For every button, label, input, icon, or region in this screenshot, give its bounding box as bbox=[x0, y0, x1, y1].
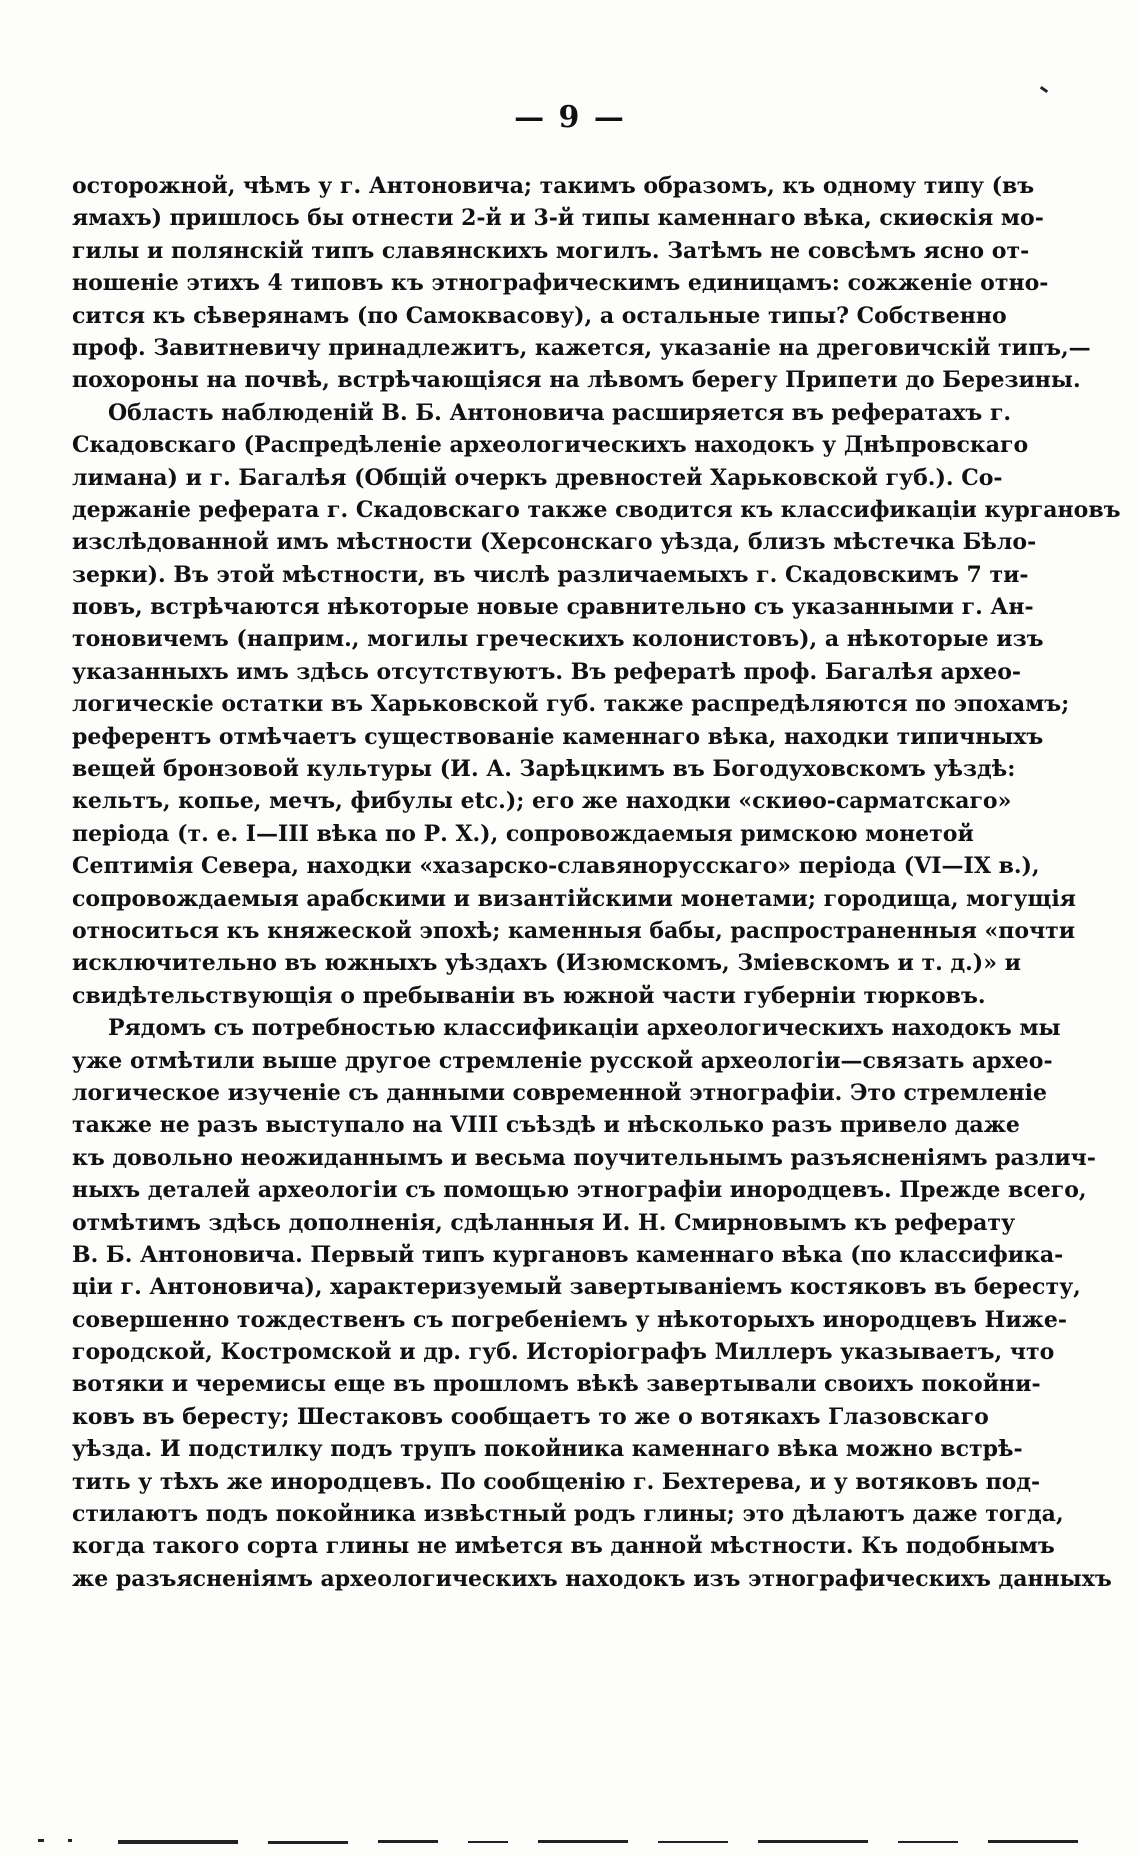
text-line: кельтъ, копье, мечъ, фибулы etc.); его же находки «скиѳо-сарматскаго» bbox=[72, 788, 1012, 815]
paragraph bbox=[72, 1012, 1112, 1595]
text-line: отмѣтимъ здѣсь дополненія, сдѣланныя И. Н. Смирновымъ къ реферату bbox=[72, 1209, 1016, 1236]
text-line: исключительно въ южныхъ уѣздахъ (Изюмскомъ, Зміевскомъ и т. д.)» и bbox=[72, 950, 1021, 977]
body-text bbox=[72, 170, 1121, 1595]
text-line: ныхъ деталей археологіи съ помощью этнографіи инородцевъ. Прежде всего, bbox=[72, 1177, 1087, 1204]
text-line: лимана) и г. Багалѣя (Общій очеркъ древностей Харьковской губ.). Со- bbox=[72, 464, 1003, 491]
text-line: также не разъ выступало на VIII съѣздѣ и нѣсколько разъ привело даже bbox=[72, 1112, 1020, 1139]
text-line: логическое изученіе съ данными современной этнографіи. Это стремленіе bbox=[72, 1079, 1047, 1106]
text-line: городской, Костромской и др. губ. Исторіографъ Миллеръ указываетъ, что bbox=[72, 1339, 1055, 1366]
scan-speck bbox=[1040, 86, 1048, 93]
text-line: Септимія Севера, находки «хазарско-славянорусскаго» періода (VI—IX в.), bbox=[72, 853, 1040, 880]
paragraph bbox=[72, 397, 1121, 1012]
text-line: изслѣдованной имъ мѣстности (Херсонскаго уѣзда, близъ мѣстечка Бѣло- bbox=[72, 529, 1037, 556]
text-line: къ довольно неожиданнымъ и весьма поучительнымъ разъясненіямъ различ- bbox=[72, 1144, 1096, 1171]
text-line: уже отмѣтили выше другое стремленіе русской археологіи—связать архео- bbox=[72, 1047, 1053, 1074]
text-line: ношеніе этихъ 4 типовъ къ этнографическимъ единицамъ: сожженіе отно- bbox=[72, 270, 1049, 297]
text-line: тить у тѣхъ же инородцевъ. По сообщенію г. Бехтерева, и у вотяковъ под- bbox=[72, 1468, 1041, 1495]
text-line: логическіе остатки въ Харьковской губ. также распредѣляются по эпохамъ; bbox=[72, 691, 1070, 718]
text-line: относиться къ княжеской эпохѣ; каменныя бабы, распространенныя «почти bbox=[72, 917, 1076, 944]
text-line: Область наблюденій В. Б. Антоновича расширяется въ рефератахъ г. bbox=[108, 399, 1012, 426]
bottom-edge-smudge bbox=[38, 1835, 1098, 1847]
text-line: свидѣтельствующія о пребываніи въ южной части губерніи тюрковъ. bbox=[72, 982, 986, 1009]
text-line: же разъясненіямъ археологическихъ находокъ изъ этнографическихъ данныхъ bbox=[72, 1565, 1112, 1592]
text-line: Скадовскаго (Распредѣленіе археологическихъ находокъ у Днѣпровскаго bbox=[72, 432, 1029, 459]
text-line: ціи г. Антоновича), характеризуемый завертываніемъ костяковъ въ бересту, bbox=[72, 1274, 1081, 1301]
text-line: стилаютъ подъ покойника извѣстный родъ глины; это дѣлаютъ даже тогда, bbox=[72, 1501, 1064, 1528]
text-line: сится къ сѣверянамъ (по Самоквасову), а остальные типы? Собственно bbox=[72, 302, 1007, 329]
text-line: періода (т. е. I—III вѣка по Р. Х.), сопровождаемыя римскою монетой bbox=[72, 820, 974, 847]
text-line: уѣзда. И подстилку подъ трупъ покойника каменнаго вѣка можно встрѣ- bbox=[72, 1436, 1023, 1463]
text-line: вотяки и черемисы еще въ прошломъ вѣкѣ завертывали своихъ покойни- bbox=[72, 1371, 1041, 1398]
paragraph bbox=[72, 170, 1091, 397]
text-line: осторожной, чѣмъ у г. Антоновича; такимъ образомъ, къ одному типу (въ bbox=[72, 173, 1035, 199]
text-line: ямахъ) пришлось бы отнести 2-й и 3-й типы каменнаго вѣка, скиѳскія мо- bbox=[72, 205, 1044, 232]
text-line: гилы и полянскій типъ славянскихъ могилъ. Затѣмъ не совсѣмъ ясно от- bbox=[72, 237, 1030, 264]
text-line: Рядомъ съ потребностью классификаціи археологическихъ находокъ мы bbox=[108, 1015, 1061, 1042]
text-line: повъ, встрѣчаются нѣкоторые новые сравнительно съ указанными г. Ан- bbox=[72, 594, 1034, 621]
text-line: В. Б. Антоновича. Первый типъ кургановъ каменнаго вѣка (по классифика- bbox=[72, 1241, 1064, 1268]
text-line: вещей бронзовой культуры (И. А. Зарѣцкимъ въ Богодуховскомъ уѣздѣ: bbox=[72, 756, 1016, 783]
text-line: ковъ въ бересту; Шестаковъ сообщаетъ то же о вотякахъ Глазовскаго bbox=[72, 1403, 989, 1430]
text-line: зерки). Въ этой мѣстности, въ числѣ различаемыхъ г. Скадовскимъ 7 ти- bbox=[72, 561, 1029, 588]
text-line: совершенно тождественъ съ погребеніемъ у нѣкоторыхъ инородцевъ Ниже- bbox=[72, 1306, 1067, 1333]
text-line: указанныхъ имъ здѣсь отсутствуютъ. Въ рефератѣ проф. Багалѣя архео- bbox=[72, 658, 1022, 685]
text-line: держаніе реферата г. Скадовскаго также сводится къ классификаціи кургановъ bbox=[72, 496, 1121, 523]
text-line: референтъ отмѣчаетъ существованіе каменнаго вѣка, находки типичныхъ bbox=[72, 723, 1044, 750]
text-line: сопровождаемыя арабскими и византійскими монетами; городища, могущія bbox=[72, 885, 1076, 912]
text-line: когда такого сорта глины не имѣется въ данной мѣстности. Къ подобнымъ bbox=[72, 1533, 1055, 1560]
text-line: проф. Завитневичу принадлежитъ, кажется, указаніе на дреговичскій типъ,— bbox=[72, 334, 1091, 361]
page-number: — 9 — bbox=[514, 100, 626, 135]
text-line: похороны на почвѣ, встрѣчающіяся на лѣвомъ берегу Припети до Березины. bbox=[72, 367, 1081, 394]
text-line: тоновичемъ (наприм., могилы греческихъ колонистовъ), а нѣкоторые изъ bbox=[72, 626, 1044, 653]
